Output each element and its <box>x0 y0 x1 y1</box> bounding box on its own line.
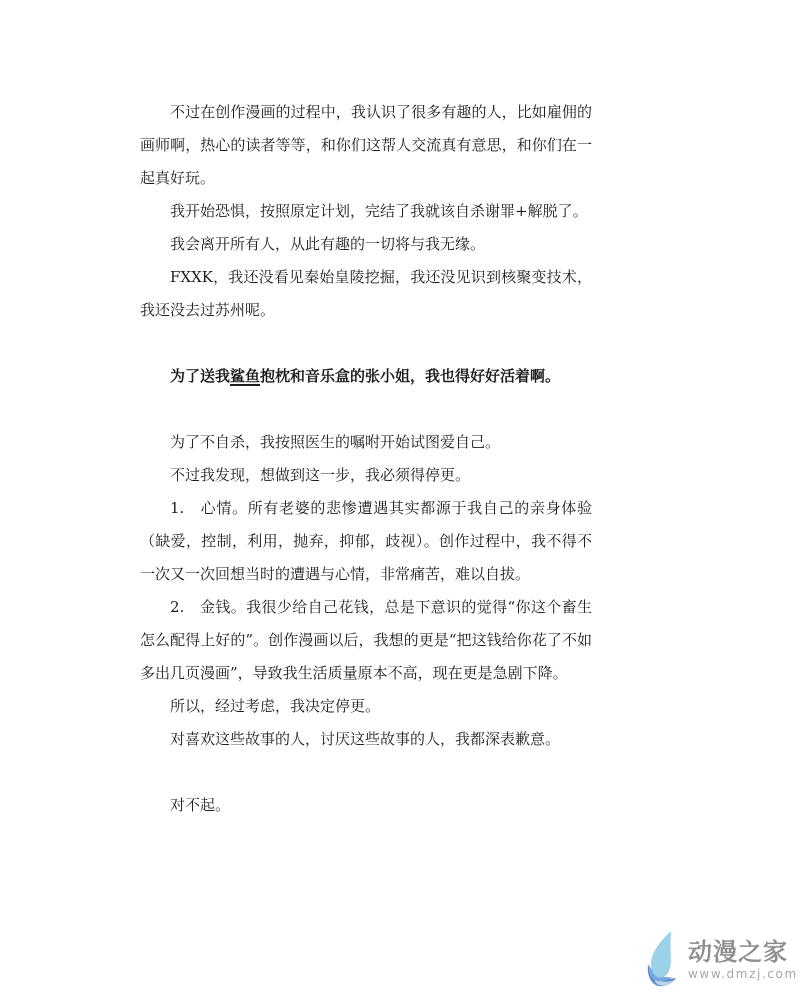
underlined-phrase: 鲨鱼 <box>230 367 261 385</box>
document-body <box>140 96 592 822</box>
site-url: www.dmzj.com <box>688 967 798 981</box>
paragraph: 2. 金钱。我很少给自己花钱，总是下意识的觉得“你这个畜生怎么配得上好的”。创作漫画以后，我想的更是“把这钱给你花了不如多出几页漫画”，导致我生活质量原本不高，现在更是急剧下降。 <box>140 598 592 682</box>
paragraph: 1. 心情。所有老婆的悲惨遭遇其实都源于我自己的亲身体验（缺爱，控制，利用，抛弃，抑郁，歧视）。创作过程中，我不得不一次又一次回想当时的遭遇与心情，非常痛苦，难以自拔。 <box>140 499 592 583</box>
watermark-text <box>688 939 798 981</box>
paragraph: 所以，经过考虑，我决定停更。 <box>170 697 381 715</box>
flame-icon <box>646 931 680 989</box>
paragraph: 我会离开所有人，从此有趣的一切将与我无缘。 <box>170 235 486 253</box>
site-name: 动漫之家 <box>688 938 788 966</box>
paragraph: 为了不自杀，我按照医生的嘱咐开始试图爱自己。 <box>170 433 501 451</box>
paragraph: 我开始恐惧，按照原定计划，完结了我就该自杀谢罪+解脱了。 <box>170 202 588 220</box>
paragraph: 不过我发现，想做到这一步，我必须得停更。 <box>170 466 471 484</box>
paragraph: 不过在创作漫画的过程中，我认识了很多有趣的人，比如雇佣的画师啊，热心的读者等等，和你们这帮人交流真有意思，和你们在一起真好玩。 <box>140 103 592 187</box>
paragraph: 为了送我鲨鱼抱枕和音乐盒的张小姐，我也得好好活着啊。 <box>170 367 561 385</box>
paragraph: 对喜欢这些故事的人，讨厌这些故事的人，我都深表歉意。 <box>170 730 561 748</box>
paragraph: 对不起。 <box>170 796 231 814</box>
watermark <box>646 931 798 989</box>
paragraph: FXXK，我还没看见秦始皇陵挖掘，我还没见识到核聚变技术，我还没去过苏州呢。 <box>140 268 592 319</box>
